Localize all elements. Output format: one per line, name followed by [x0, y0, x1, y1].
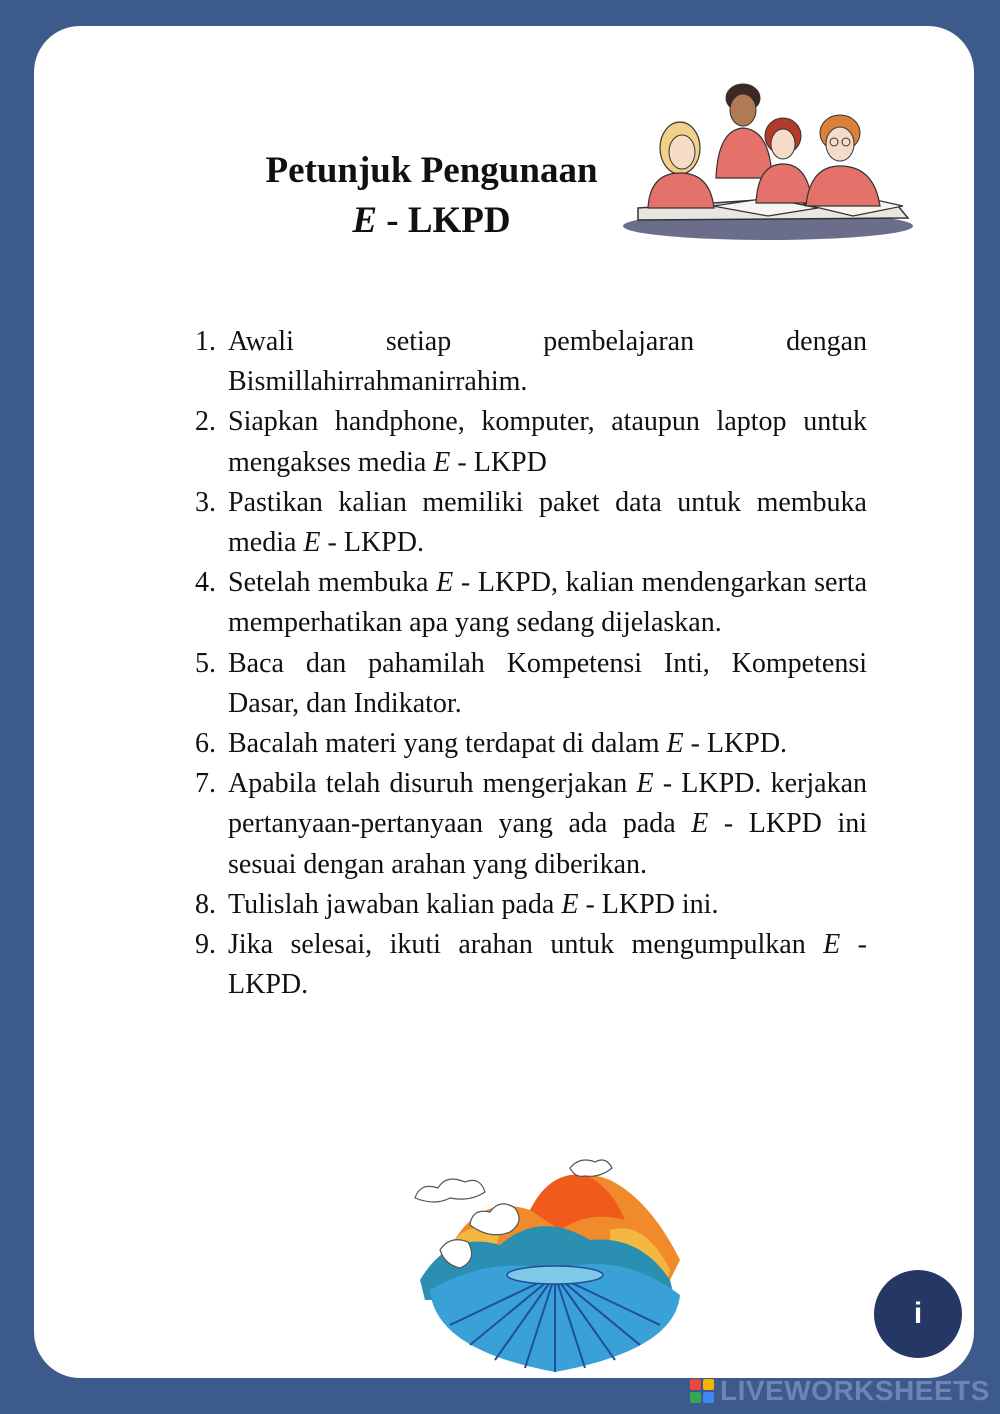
list-item	[195, 644, 867, 724]
item-text-end: - LKPD.	[320, 527, 424, 559]
title-italic-e: E	[352, 200, 378, 241]
list-item	[195, 483, 867, 563]
title-line-1: Petunjuk Pengunaan	[265, 150, 598, 191]
item-number: 6.	[195, 728, 216, 760]
item-text: Tulislah jawaban kalian pada	[228, 888, 562, 920]
item-italic-e: E	[433, 446, 451, 478]
item-number: 3.	[195, 486, 216, 518]
list-item	[195, 563, 867, 643]
page-number-badge: i	[874, 1270, 962, 1358]
item-text-end: - LKPD, kalian mendengarkan serta memperhatikan apa yang sedang dijelaskan.	[228, 567, 867, 639]
item-text: Apabila telah disuruh mengerjakan	[228, 768, 637, 800]
item-text-end: - LKPD.	[228, 929, 868, 1001]
item-number: 2.	[195, 406, 216, 438]
item-italic-e: E	[436, 567, 454, 599]
item-italic-e: E	[303, 527, 321, 559]
list-item	[195, 724, 867, 764]
item-text: Setelah membuka	[228, 567, 437, 599]
item-number: 7.	[195, 768, 216, 800]
liveworksheets-logo-icon	[690, 1379, 714, 1403]
item-text: Baca dan pahamilah Kompetensi Inti, Kompetensi Dasar, dan Indikator.	[228, 647, 867, 719]
item-number: 8.	[195, 888, 216, 920]
item-text: Jika selesai, ikuti arahan untuk mengumpulkan	[228, 929, 824, 961]
volcano-illustration	[410, 1150, 695, 1375]
item-italic-e: E	[666, 728, 684, 760]
item-italic-e: E	[823, 929, 841, 961]
item-number: 1.	[195, 326, 216, 357]
instruction-list	[195, 322, 867, 1005]
list-item	[195, 402, 867, 482]
item-text-end: - LKPD ini sesuai dengan arahan yang diberikan.	[228, 808, 868, 880]
liveworksheets-watermark	[690, 1376, 990, 1406]
title-line-2	[234, 196, 629, 246]
item-text: Pastikan kalian memiliki paket data untuk membuka media	[228, 486, 867, 559]
item-italic-e: E	[691, 808, 709, 840]
item-text-end: - LKPD	[450, 446, 547, 478]
item-text-end: - LKPD ini.	[578, 888, 719, 920]
list-item	[195, 925, 867, 1005]
item-italic-e: E	[636, 768, 654, 800]
item-number: 4.	[195, 567, 216, 599]
item-italic-e: E	[561, 888, 579, 920]
item-text-end: - LKPD.	[683, 728, 788, 760]
page-title	[234, 146, 629, 246]
list-item	[195, 764, 867, 885]
students-studying-illustration	[618, 78, 918, 243]
item-text: Siapkan handphone, komputer, ataupun laptop untuk mengakses media	[228, 406, 867, 478]
item-text: Awali setiap pembelajaran dengan Bismillahirrahmanirrahim.	[228, 326, 867, 398]
list-item	[195, 322, 867, 402]
item-text: Bacalah materi yang terdapat di dalam	[228, 728, 667, 760]
item-text-middle: - LKPD. kerjakan pertanyaan-pertanyaan yang ada pada	[228, 768, 867, 840]
title-lkpd: - LKPD	[377, 200, 511, 241]
item-number: 5.	[195, 647, 216, 679]
list-item	[195, 885, 867, 925]
item-number: 9.	[195, 929, 216, 961]
watermark-text: LIVEWORKSHEETS	[720, 1375, 990, 1406]
